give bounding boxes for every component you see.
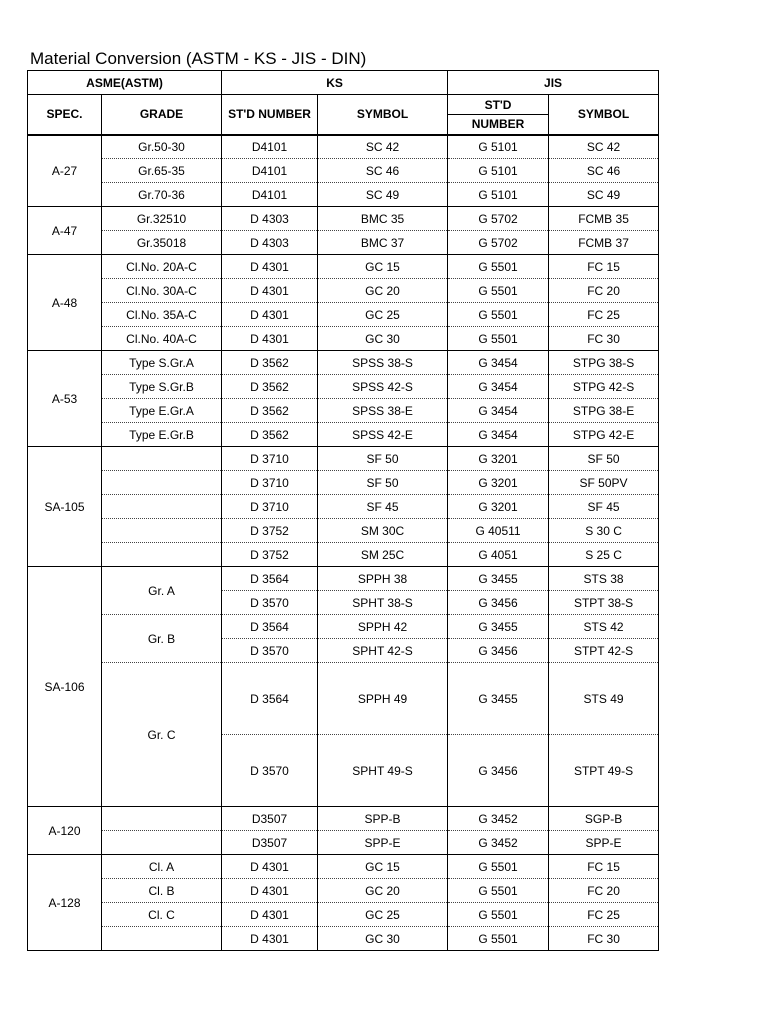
ks-std-cell: D 3570 bbox=[222, 591, 318, 615]
ks-symbol-cell: GC 25 bbox=[318, 303, 448, 327]
table-row bbox=[28, 903, 659, 927]
grade-cell: Cl.No. 30A-C bbox=[102, 279, 222, 303]
ks-std-cell: D 4301 bbox=[222, 327, 318, 351]
table-row bbox=[28, 879, 659, 903]
ks-symbol-cell: SPPH 49 bbox=[318, 663, 448, 735]
jis-std-cell: G 5702 bbox=[448, 231, 549, 255]
material-conversion-table bbox=[27, 70, 659, 951]
jis-std-cell: G 3456 bbox=[448, 639, 549, 663]
ks-std-cell: D 3752 bbox=[222, 543, 318, 567]
ks-symbol-cell: SPHT 49-S bbox=[318, 735, 448, 807]
spec-cell: A-53 bbox=[28, 351, 102, 447]
jis-symbol-cell: S 25 C bbox=[549, 543, 659, 567]
grade-cell bbox=[102, 543, 222, 567]
ks-std-cell: D 3710 bbox=[222, 447, 318, 471]
grade-cell: Cl.No. 35A-C bbox=[102, 303, 222, 327]
table-row bbox=[28, 279, 659, 303]
jis-symbol-cell: FC 15 bbox=[549, 855, 659, 879]
table-row bbox=[28, 135, 659, 159]
grade-cell: Cl. B bbox=[102, 879, 222, 903]
ks-std-cell: D 3570 bbox=[222, 639, 318, 663]
jis-symbol-cell: STS 42 bbox=[549, 615, 659, 639]
jis-std-cell: G 3454 bbox=[448, 423, 549, 447]
table-row bbox=[28, 519, 659, 543]
jis-symbol-cell: STPG 42-S bbox=[549, 375, 659, 399]
jis-std-cell: G 5101 bbox=[448, 135, 549, 159]
grade-cell: Cl. A bbox=[102, 855, 222, 879]
grade-cell: Type S.Gr.A bbox=[102, 351, 222, 375]
jis-symbol-cell: STPG 42-E bbox=[549, 423, 659, 447]
jis-symbol-cell: FC 25 bbox=[549, 903, 659, 927]
ks-std-cell: D 4303 bbox=[222, 231, 318, 255]
jis-symbol-cell: FC 20 bbox=[549, 279, 659, 303]
ks-std-cell: D 4301 bbox=[222, 303, 318, 327]
ks-symbol-cell: SC 46 bbox=[318, 159, 448, 183]
jis-std-cell: G 3456 bbox=[448, 591, 549, 615]
ks-std-cell: D 4301 bbox=[222, 855, 318, 879]
ks-std-cell: D 4301 bbox=[222, 903, 318, 927]
ks-std-cell: D 3752 bbox=[222, 519, 318, 543]
jis-std-cell: G 3201 bbox=[448, 471, 549, 495]
jis-symbol-cell: SC 42 bbox=[549, 135, 659, 159]
grade-cell bbox=[102, 927, 222, 951]
ks-std-cell: D3507 bbox=[222, 831, 318, 855]
jis-std-cell: G 3455 bbox=[448, 615, 549, 639]
jis-header: JIS bbox=[448, 71, 659, 95]
table-row bbox=[28, 831, 659, 855]
ks-std-cell: D 4301 bbox=[222, 927, 318, 951]
ks-symbol-cell: GC 20 bbox=[318, 279, 448, 303]
ks-symbol-cell: SPHT 38-S bbox=[318, 591, 448, 615]
grade-cell bbox=[102, 495, 222, 519]
grade-cell: Type E.Gr.A bbox=[102, 399, 222, 423]
ks-std-cell: D 3562 bbox=[222, 399, 318, 423]
ks-symbol-cell: SPSS 42-S bbox=[318, 375, 448, 399]
jis-std-cell: G 5501 bbox=[448, 279, 549, 303]
jis-symbol-cell: FC 25 bbox=[549, 303, 659, 327]
ks-std-cell: D 3710 bbox=[222, 495, 318, 519]
ks-symbol-cell: SF 45 bbox=[318, 495, 448, 519]
ks-std-cell: D 3564 bbox=[222, 663, 318, 735]
ks-std-cell: D 3562 bbox=[222, 351, 318, 375]
table-row bbox=[28, 327, 659, 351]
grade-cell: Gr.35018 bbox=[102, 231, 222, 255]
jis-std-cell: G 3452 bbox=[448, 807, 549, 831]
jis-symbol-cell: SPP-E bbox=[549, 831, 659, 855]
table-row bbox=[28, 807, 659, 831]
grade-cell: Gr.65-35 bbox=[102, 159, 222, 183]
table-row bbox=[28, 495, 659, 519]
ks-symbol-cell: SF 50 bbox=[318, 447, 448, 471]
ks-symbol-cell: GC 25 bbox=[318, 903, 448, 927]
jis-std-cell: G 3201 bbox=[448, 447, 549, 471]
grade-cell: Cl.No. 20A-C bbox=[102, 255, 222, 279]
jis-symbol-header: SYMBOL bbox=[549, 95, 659, 135]
ks-symbol-cell: SPSS 42-E bbox=[318, 423, 448, 447]
ks-symbol-cell: SPSS 38-E bbox=[318, 399, 448, 423]
jis-std-cell: G 5501 bbox=[448, 879, 549, 903]
jis-std-cell: G 4051 bbox=[448, 543, 549, 567]
ks-std-cell: D3507 bbox=[222, 807, 318, 831]
table-row bbox=[28, 855, 659, 879]
ks-std-cell: D 4301 bbox=[222, 279, 318, 303]
ks-symbol-cell: SM 30C bbox=[318, 519, 448, 543]
jis-std-cell: G 3454 bbox=[448, 351, 549, 375]
ks-symbol-cell: GC 30 bbox=[318, 327, 448, 351]
jis-std-cell: G 5101 bbox=[448, 183, 549, 207]
grade-cell: Gr. B bbox=[102, 615, 222, 663]
ks-symbol-cell: SC 49 bbox=[318, 183, 448, 207]
jis-symbol-cell: STPG 38-S bbox=[549, 351, 659, 375]
table-row bbox=[28, 183, 659, 207]
grade-cell: Cl. C bbox=[102, 903, 222, 927]
spec-cell: A-27 bbox=[28, 135, 102, 207]
table-row bbox=[28, 255, 659, 279]
grade-cell bbox=[102, 807, 222, 831]
jis-std-header: ST'D bbox=[448, 95, 549, 115]
jis-symbol-cell: STPG 38-E bbox=[549, 399, 659, 423]
jis-std-cell: G 3454 bbox=[448, 375, 549, 399]
grade-cell: Gr. A bbox=[102, 567, 222, 615]
grade-header: GRADE bbox=[102, 95, 222, 135]
table-row bbox=[28, 399, 659, 423]
ks-symbol-cell: GC 15 bbox=[318, 255, 448, 279]
jis-symbol-cell: SF 45 bbox=[549, 495, 659, 519]
jis-symbol-cell: SC 46 bbox=[549, 159, 659, 183]
ks-symbol-cell: SPHT 42-S bbox=[318, 639, 448, 663]
jis-std-cell: G 5501 bbox=[448, 903, 549, 927]
table-row bbox=[28, 471, 659, 495]
asme-header: ASME(ASTM) bbox=[28, 71, 222, 95]
grade-cell bbox=[102, 447, 222, 471]
jis-symbol-cell: STPT 42-S bbox=[549, 639, 659, 663]
ks-symbol-cell: GC 30 bbox=[318, 927, 448, 951]
ks-symbol-cell: GC 15 bbox=[318, 855, 448, 879]
ks-std-cell: D 4303 bbox=[222, 207, 318, 231]
table-row bbox=[28, 303, 659, 327]
ks-symbol-cell: SPSS 38-S bbox=[318, 351, 448, 375]
jis-std-cell: G 3455 bbox=[448, 567, 549, 591]
spec-cell: A-120 bbox=[28, 807, 102, 855]
grade-cell: Type S.Gr.B bbox=[102, 375, 222, 399]
ks-std-cell: D 3564 bbox=[222, 615, 318, 639]
jis-std-cell: G 3201 bbox=[448, 495, 549, 519]
ks-symbol-cell: SPP-B bbox=[318, 807, 448, 831]
jis-symbol-cell: SC 49 bbox=[549, 183, 659, 207]
ks-symbol-cell: GC 20 bbox=[318, 879, 448, 903]
jis-std-cell: G 3455 bbox=[448, 663, 549, 735]
jis-symbol-cell: STPT 38-S bbox=[549, 591, 659, 615]
ks-std-cell: D4101 bbox=[222, 135, 318, 159]
jis-std-cell: G 5702 bbox=[448, 207, 549, 231]
spec-cell: A-128 bbox=[28, 855, 102, 951]
table-row bbox=[28, 543, 659, 567]
ks-symbol-cell: SPPH 42 bbox=[318, 615, 448, 639]
jis-symbol-cell: STS 38 bbox=[549, 567, 659, 591]
ks-symbol-cell: BMC 35 bbox=[318, 207, 448, 231]
ks-std-cell: D 4301 bbox=[222, 255, 318, 279]
jis-symbol-cell: STPT 49-S bbox=[549, 735, 659, 807]
ks-std-cell: D4101 bbox=[222, 159, 318, 183]
jis-number-header: NUMBER bbox=[448, 115, 549, 135]
grade-cell: Gr.32510 bbox=[102, 207, 222, 231]
ks-std-cell: D 4301 bbox=[222, 879, 318, 903]
ks-symbol-cell: SF 50 bbox=[318, 471, 448, 495]
ks-header: KS bbox=[222, 71, 448, 95]
grade-cell: Gr. C bbox=[102, 663, 222, 807]
spec-cell: SA-105 bbox=[28, 447, 102, 567]
grade-cell: Gr.70-36 bbox=[102, 183, 222, 207]
grade-cell bbox=[102, 471, 222, 495]
ks-std-cell: D 3570 bbox=[222, 735, 318, 807]
table-row bbox=[28, 375, 659, 399]
grade-cell: Cl.No. 40A-C bbox=[102, 327, 222, 351]
spec-header: SPEC. bbox=[28, 95, 102, 135]
jis-symbol-cell: FC 20 bbox=[549, 879, 659, 903]
table-row bbox=[28, 447, 659, 471]
grade-cell: Type E.Gr.B bbox=[102, 423, 222, 447]
table-row bbox=[28, 663, 659, 735]
jis-std-cell: G 5101 bbox=[448, 159, 549, 183]
table-row bbox=[28, 567, 659, 591]
jis-std-cell: G 40511 bbox=[448, 519, 549, 543]
spec-cell: SA-106 bbox=[28, 567, 102, 807]
table-row bbox=[28, 207, 659, 231]
jis-symbol-cell: STS 49 bbox=[549, 663, 659, 735]
grade-cell bbox=[102, 519, 222, 543]
grade-cell: Gr.50-30 bbox=[102, 135, 222, 159]
jis-std-cell: G 3452 bbox=[448, 831, 549, 855]
ks-symbol-cell: SPPH 38 bbox=[318, 567, 448, 591]
table-row bbox=[28, 927, 659, 951]
ks-std-cell: D 3564 bbox=[222, 567, 318, 591]
jis-symbol-cell: S 30 C bbox=[549, 519, 659, 543]
jis-std-cell: G 3454 bbox=[448, 399, 549, 423]
jis-std-cell: G 5501 bbox=[448, 303, 549, 327]
jis-symbol-cell: SGP-B bbox=[549, 807, 659, 831]
jis-std-cell: G 5501 bbox=[448, 327, 549, 351]
ks-symbol-cell: BMC 37 bbox=[318, 231, 448, 255]
ks-std-number-header: ST'D NUMBER bbox=[222, 95, 318, 135]
table-row bbox=[28, 159, 659, 183]
ks-std-cell: D 3562 bbox=[222, 375, 318, 399]
ks-std-cell: D4101 bbox=[222, 183, 318, 207]
jis-symbol-cell: FCMB 37 bbox=[549, 231, 659, 255]
jis-std-cell: G 5501 bbox=[448, 255, 549, 279]
table-row bbox=[28, 423, 659, 447]
jis-symbol-cell: SF 50 bbox=[549, 447, 659, 471]
jis-std-cell: G 3456 bbox=[448, 735, 549, 807]
jis-symbol-cell: FC 30 bbox=[549, 927, 659, 951]
ks-symbol-cell: SM 25C bbox=[318, 543, 448, 567]
ks-symbol-cell: SC 42 bbox=[318, 135, 448, 159]
spec-cell: A-47 bbox=[28, 207, 102, 255]
jis-std-cell: G 5501 bbox=[448, 855, 549, 879]
jis-symbol-cell: SF 50PV bbox=[549, 471, 659, 495]
jis-symbol-cell: FC 15 bbox=[549, 255, 659, 279]
table-row bbox=[28, 231, 659, 255]
grade-cell bbox=[102, 831, 222, 855]
table-row bbox=[28, 351, 659, 375]
table-row bbox=[28, 615, 659, 639]
jis-symbol-cell: FC 30 bbox=[549, 327, 659, 351]
jis-std-cell: G 5501 bbox=[448, 927, 549, 951]
ks-std-cell: D 3710 bbox=[222, 471, 318, 495]
table-body bbox=[28, 135, 659, 951]
ks-symbol-cell: SPP-E bbox=[318, 831, 448, 855]
spec-cell: A-48 bbox=[28, 255, 102, 351]
ks-symbol-header: SYMBOL bbox=[318, 95, 448, 135]
jis-symbol-cell: FCMB 35 bbox=[549, 207, 659, 231]
page-title: Material Conversion (ASTM - KS - JIS - DIN) bbox=[30, 49, 367, 68]
ks-std-cell: D 3562 bbox=[222, 423, 318, 447]
